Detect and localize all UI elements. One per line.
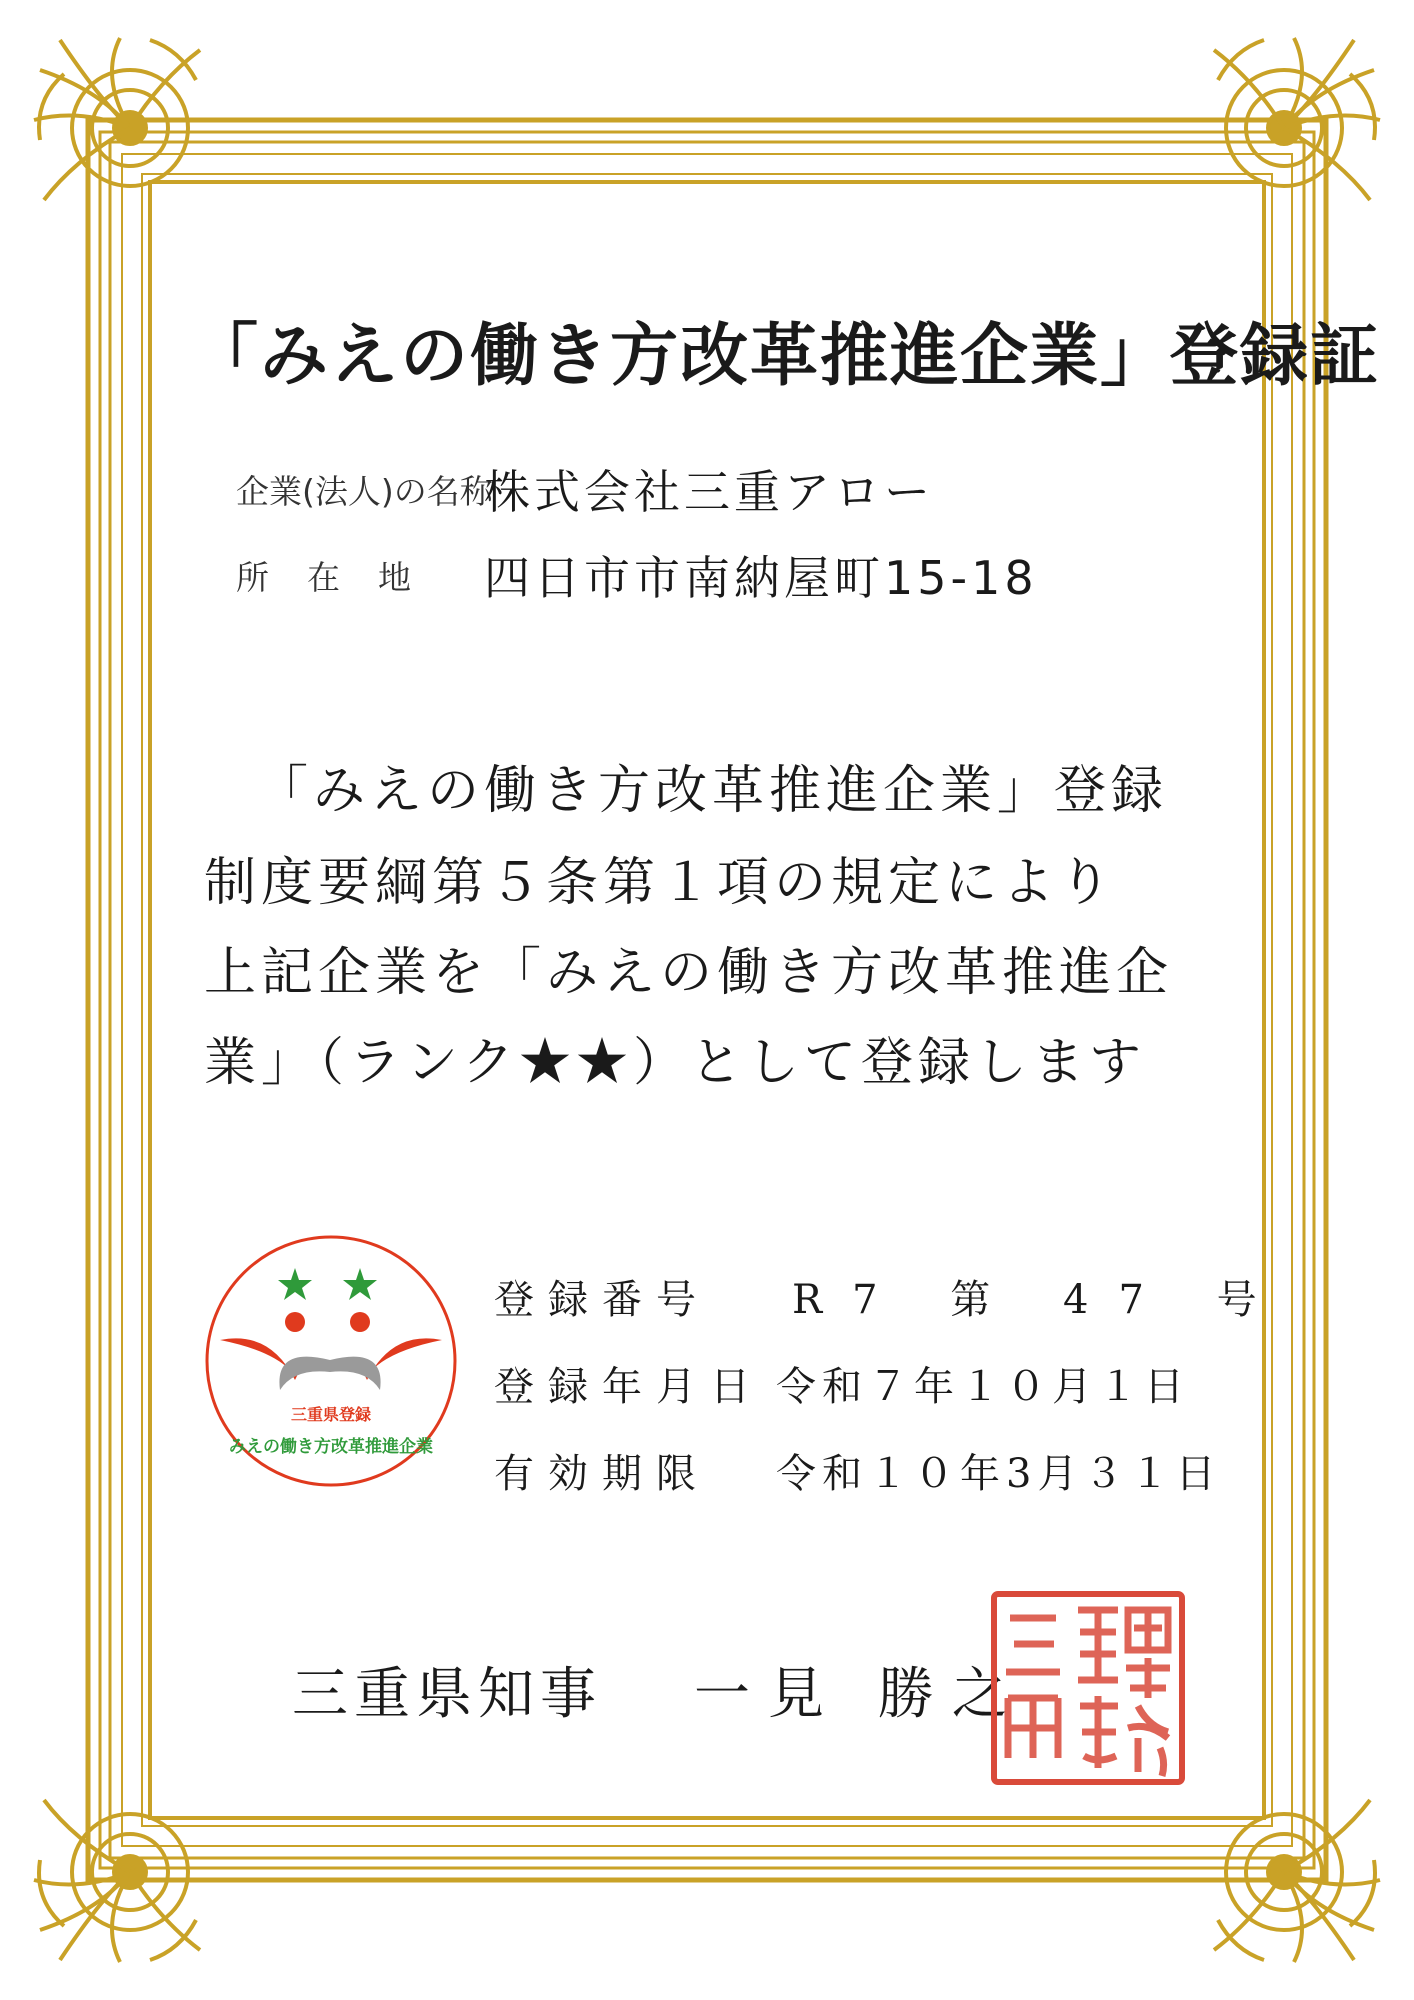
body-line-3: 上記企業を「みえの働き方改革推進企	[204, 943, 1174, 1003]
official-seal	[988, 1588, 1188, 1788]
registration-logo	[200, 1230, 462, 1492]
body-line-4: 業」（ランク★★）として登録します	[204, 1033, 1146, 1093]
body-line-1: 「みえの働き方改革推進企業」登録	[256, 761, 1169, 821]
signatory-name: 一見 勝之	[694, 1662, 1026, 1727]
address-label: 所在地	[236, 558, 449, 597]
expiry-label: 有効期限	[494, 1451, 710, 1497]
certificate-title: 「みえの働き方改革推進企業」登録証	[190, 316, 1381, 396]
registration-number-value: R7 第 47 号	[792, 1277, 1287, 1323]
body-line-2: 制度要綱第５条第１項の規定により	[204, 853, 1117, 913]
expiry-value: 令和１０年3月３１日	[776, 1451, 1222, 1497]
company-name-label: 企業(法人)の名称	[236, 472, 493, 511]
registration-date-label: 登録年月日	[494, 1364, 764, 1410]
address-value: 四日市市南納屋町15-18	[484, 551, 1038, 605]
signatory-title: 三重県知事	[292, 1662, 602, 1727]
registration-number-label: 登録番号	[494, 1277, 710, 1323]
registration-date-value: 令和７年１０月１日	[776, 1364, 1190, 1410]
logo-text-arc: みえの働き方改革推進企業	[229, 1437, 433, 1457]
logo-text-top: 三重県登録	[290, 1405, 372, 1424]
company-name-value: 株式会社三重アロー	[484, 465, 934, 519]
